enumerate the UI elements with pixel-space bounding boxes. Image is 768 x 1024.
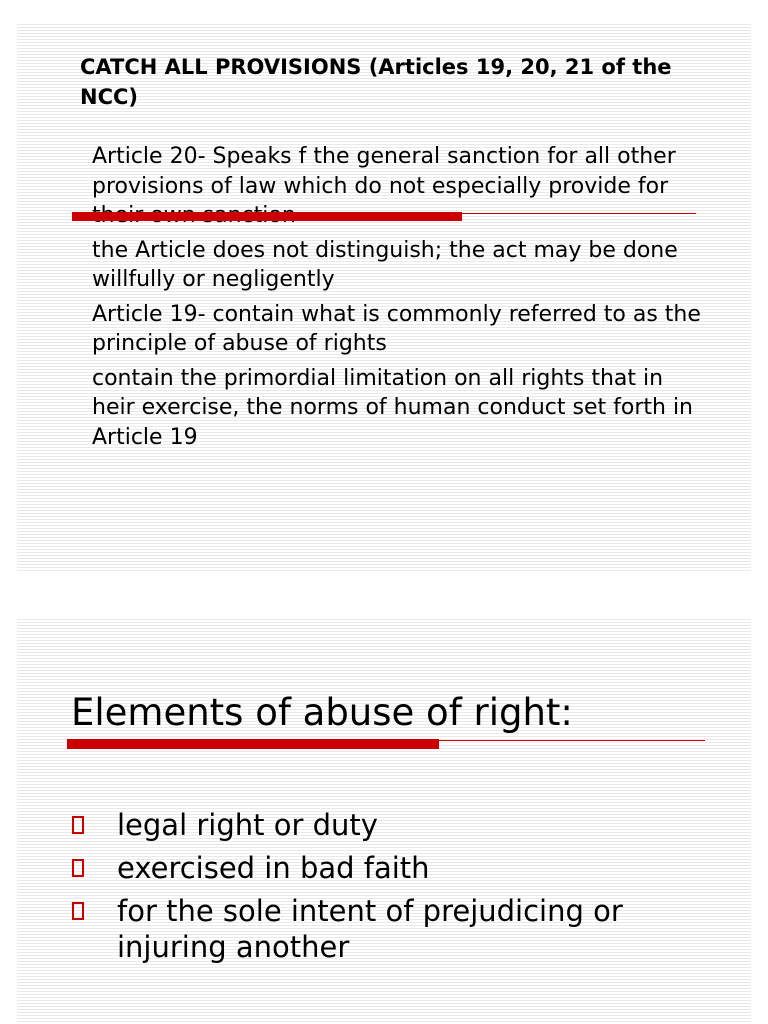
list-item <box>71 807 691 843</box>
bullet-list <box>71 807 691 972</box>
list-item-text: legal right or duty <box>117 808 378 842</box>
slide-catch-all-provisions <box>17 22 751 572</box>
list-item-text: exercised in bad faith <box>117 851 430 885</box>
hollow-square-bullet-icon <box>72 902 84 920</box>
hollow-square-bullet-icon <box>72 859 84 877</box>
paragraph: Article 20- Speaks f the general sanction for all other provisions of law which do not especially provide for <box>92 144 676 199</box>
slide-elements-abuse-of-right <box>17 617 751 1024</box>
paragraph: Article 19- contain what is commonly referred to as the principle of abuse of rights <box>92 301 701 356</box>
slide-body <box>92 142 702 457</box>
slide-title: CATCH ALL PROVISIONS (Articles 19, 20, 21 of the NCC) <box>80 55 672 109</box>
hollow-square-bullet-icon <box>72 816 84 834</box>
paragraph: contain the primordial limitation on all rights that in heir exercise, the norms of human conduct set forth in Article 19 <box>92 365 693 450</box>
paragraph: the Article does not distinguish; the act may be done willfully or negligently <box>92 237 678 292</box>
list-item-text: for the sole intent of prejudicing or injuring another <box>117 894 623 964</box>
slide-title: Elements of abuse of right: <box>71 691 573 734</box>
list-item <box>71 850 691 886</box>
accent-rule-line <box>72 213 696 214</box>
accent-rule-line <box>67 740 705 741</box>
list-item <box>71 893 691 965</box>
